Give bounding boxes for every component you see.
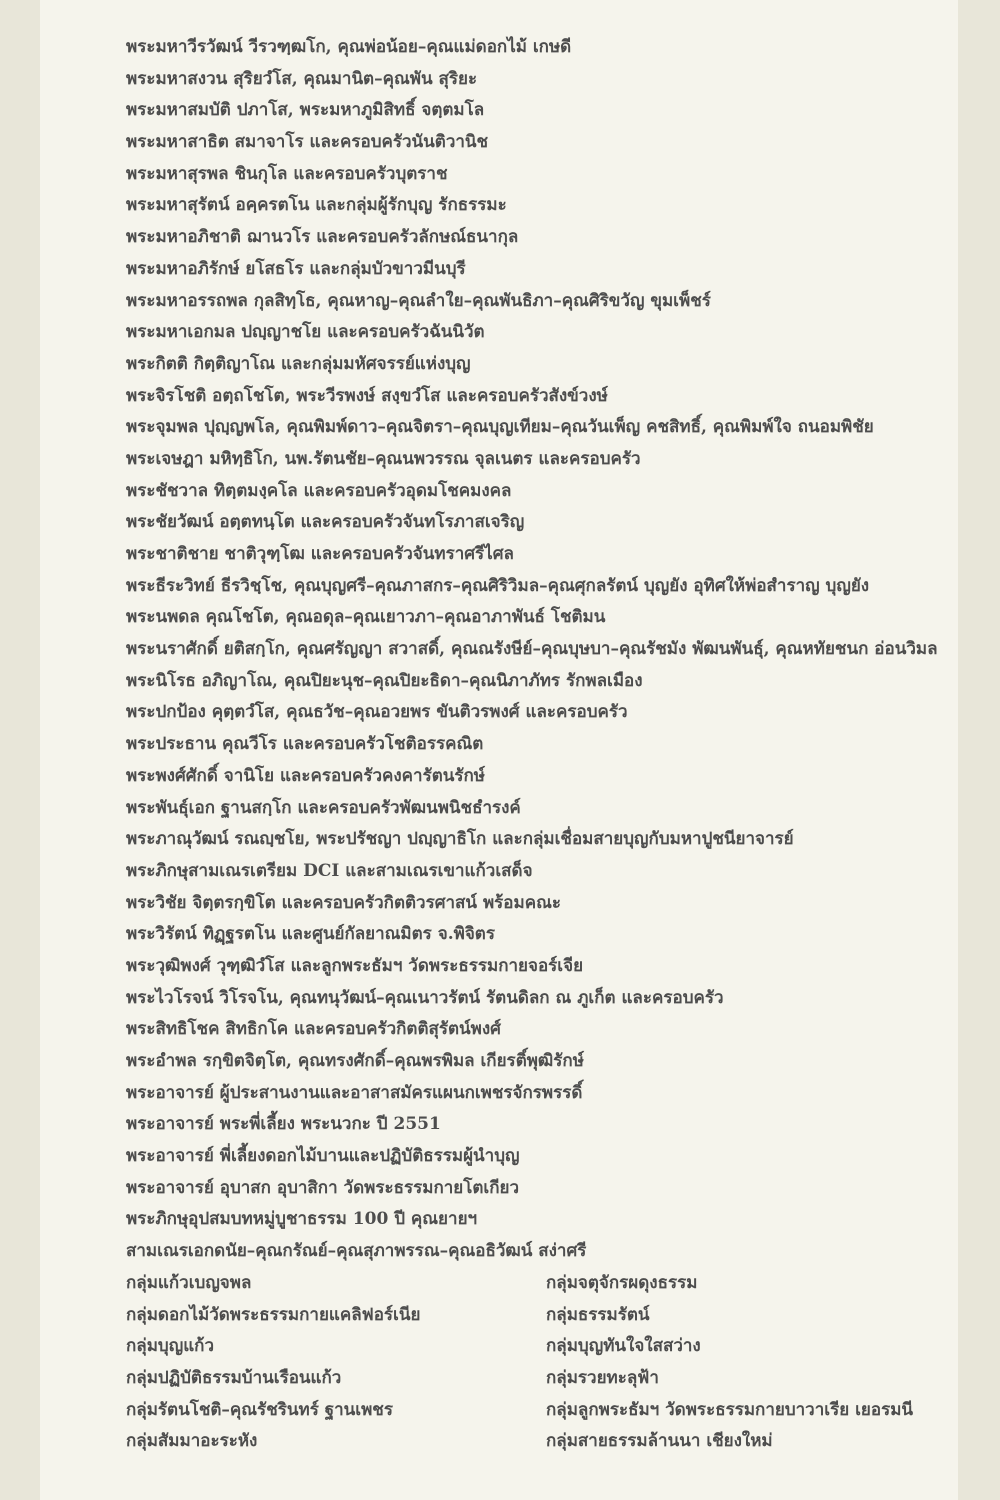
group-item: กลุ่มรวยทะลุฟ้า — [546, 1367, 659, 1388]
list-item: พระอาจารย์ ผู้ประสานงานและอาสาสมัครแผนกเพชรจักรพรรดิ์ — [126, 1082, 583, 1103]
group-column-right — [546, 1268, 956, 1458]
list-item: พระมหาอภิชาติ ฌานวโร และครอบครัวลักษณ์ธนากุล — [126, 227, 519, 248]
group-list — [126, 1268, 956, 1458]
list-item: พระมหาวีรวัฒน์ วีรวฑฺฒโก, คุณพ่อน้อย–คุณแม่ดอกไม้ เกษดี — [126, 37, 572, 57]
list-item: พระจุมพล ปุญฺญพโล, คุณพิมพ์ดาว–คุณจิตรา–คุณบุญเทียม–คุณวันเพ็ญ คชสิทธิ์, คุณพิมพ์ใจ ถนอมพิชัย — [126, 417, 874, 438]
group-item: กลุ่มสัมมาอะระหัง — [126, 1431, 258, 1452]
list-item: พระนราศักดิ์ ยติสกฺโก, คุณศรัญญา สวาสดิ์, คุณณรังษีย์–คุณบุษบา–คุณรัชมัง พัฒนพันธุ์, คุณหทัยชนก อ่อนวิมล — [126, 639, 938, 660]
group-item: กลุ่มบุญทันใจใสสว่าง — [546, 1336, 701, 1357]
list-item: พระอาจารย์ พี่เลี้ยงดอกไม้บานและปฏิบัติธรรมผู้นำบุญ — [126, 1146, 520, 1167]
list-item: พระอาจารย์ อุบาสก อุบาสิกา วัดพระธรรมกายโตเกียว — [126, 1177, 520, 1198]
list-item: พระภาณุวัฒน์ รณญฺชโย, พระปรัชญา ปญฺญาธิโก และกลุ่มเชื่อมสายบุญกับมหาปูชนียาจารย์ — [126, 829, 794, 850]
list-item: พระมหาสมบัติ ปภาโส, พระมหาภูมิสิทธิ์ จตฺตมโล — [126, 100, 485, 121]
list-item: พระนพดล คุณโชโต, คุณอดุล–คุณเยาวภา–คุณอาภาพันธ์ โชติมน — [126, 607, 606, 628]
list-item: พระมหาเอกมล ปญฺญาชโย และครอบครัวฉันนิวัต — [126, 322, 485, 343]
list-item: พระพันธุ์เอก ฐานสกฺโก และครอบครัวพัฒนพนิชธำรงค์ — [126, 797, 521, 818]
list-item: พระชัยวัฒน์ อตฺตทนฺโต และครอบครัวจันทโรภาสเจริญ — [126, 512, 525, 533]
list-item: พระชัชวาล ทิตฺตมงฺคโล และครอบครัวอุดมโชคมงคล — [126, 480, 512, 501]
list-item: พระสิทธิโชค สิทธิกโค และครอบครัวกิตติสุรัตน์พงศ์ — [126, 1019, 501, 1040]
group-item: กลุ่มธรรมรัตน์ — [546, 1304, 650, 1325]
list-item: พระมหาสงวน สุริยวํโส, คุณมานิต–คุณพัน สุริยะ — [126, 68, 478, 89]
list-item: พระมหาสาธิต สมาจาโร และครอบครัวนันติวานิช — [126, 132, 489, 153]
list-item: พระไวโรจน์ วิโรจโน, คุณทนุวัฒน์–คุณเนาวรัตน์ รัตนดิลก ณ ภูเก็ต และครอบครัว — [126, 987, 724, 1008]
group-column-left — [126, 1268, 546, 1458]
list-item: พระวิชัย จิตฺตรกฺขิโต และครอบครัวกิตติวรศาสน์ พร้อมคณะ — [126, 892, 561, 913]
document-page — [40, 0, 958, 1500]
list-item: พระมหาสุรัตน์ อคฺครตโน และกลุ่มผู้รักบุญ รักธรรมะ — [126, 195, 507, 216]
list-item: พระพงศ์ศักดิ์ จานิโย และครอบครัวคงคารัตนรักษ์ — [126, 765, 486, 786]
group-item: กลุ่มแก้วเบญจพล — [126, 1272, 252, 1293]
list-item: พระเจษฎา มหิทฺธิโก, นพ.รัตนชัย–คุณนพวรรณ จุลเนตร และครอบครัว — [126, 448, 641, 469]
list-item: พระวุฒิพงศ์ วุฑฺฒิวํโส และลูกพระธัมฯ วัดพระธรรมกายจอร์เจีย — [126, 955, 584, 976]
list-item: พระกิตติ กิตฺติญาโณ และกลุ่มมหัศจรรย์แห่งบุญ — [126, 353, 471, 374]
group-item: กลุ่มบุญแก้ว — [126, 1336, 214, 1357]
group-item: กลุ่มสายธรรมล้านนา เชียงใหม่ — [546, 1431, 773, 1452]
list-item: พระอำพล รกฺขิตจิตฺโต, คุณทรงศักดิ์–คุณพรพิมล เกียรติ์พุฒิรักษ์ — [126, 1051, 584, 1071]
list-item: พระมหาอภิรักษ์ ยโสธโร และกลุ่มบัวขาวมีนบุรี — [126, 258, 466, 279]
donor-list — [126, 32, 956, 1458]
list-item: พระชาติชาย ชาติวุฑฺโฒ และครอบครัวจันทราศรีไศล — [126, 544, 514, 564]
list-item: พระวิรัตน์ ทิฏฺฐรตโน และศูนย์กัลยาณมิตร จ.พิจิตร — [126, 924, 495, 945]
group-item: กลุ่มปฏิบัติธรรมบ้านเรือนแก้ว — [126, 1367, 342, 1388]
group-item: กลุ่มจตุจักรผดุงธรรม — [546, 1272, 698, 1293]
list-item: พระมหาอรรถพล กุลสิทฺโธ, คุณหาญ–คุณลำใย–คุณพันธิภา–คุณศิริขวัญ ขุมเพ็ชร์ — [126, 290, 711, 311]
list-item: พระภิกษุสามเณรเตรียม DCI และสามเณรเขาแก้วเสด็จ — [126, 860, 533, 881]
group-item: กลุ่มรัตนโชติ–คุณรัชรินทร์ ฐานเพชร — [126, 1399, 393, 1420]
list-item: พระมหาสุรพล ชินกุโล และครอบครัวบุตราช — [126, 163, 448, 184]
list-item: พระปกป้อง คุตฺตวํโส, คุณธวัช–คุณอวยพร ขันติวรพงศ์ และครอบครัว — [126, 702, 628, 723]
group-item: กลุ่มลูกพระธัมฯ วัดพระธรรมกายบาวาเรีย เยอรมนี — [546, 1399, 914, 1420]
list-item: พระธีระวิทย์ ธีรวิชฺโช, คุณบุญศรี–คุณภาสกร–คุณศิริวิมล–คุณศุกลรัตน์ บุญยัง อุทิศให้พ่อสำราญ บุญยัง — [126, 575, 870, 596]
list-item: พระจิรโชติ อตฺถโชโต, พระวีรพงษ์ สงฺขวํโส และครอบครัวสังข์วงษ์ — [126, 385, 608, 406]
list-item: พระอาจารย์ พระพี่เลี้ยง พระนวกะ ปี 2551 — [126, 1114, 441, 1135]
list-item: พระประธาน คุณวีโร และครอบครัวโชติอรรคณิต — [126, 734, 484, 755]
list-item: พระนิโรธ อภิญาโณ, คุณปิยะนุช–คุณปิยะธิดา–คุณนิภาภัทร รักพลเมือง — [126, 670, 643, 691]
list-item: พระภิกษุอุปสมบทหมู่บูชาธรรม 100 ปี คุณยายฯ — [126, 1209, 478, 1230]
list-item: สามเณรเอกดนัย–คุณกรัณย์–คุณสุภาพรรณ–คุณอธิวัฒน์ สง่าศรี — [126, 1241, 587, 1262]
group-item: กลุ่มดอกไม้วัดพระธรรมกายแคลิฟอร์เนีย — [126, 1304, 421, 1325]
